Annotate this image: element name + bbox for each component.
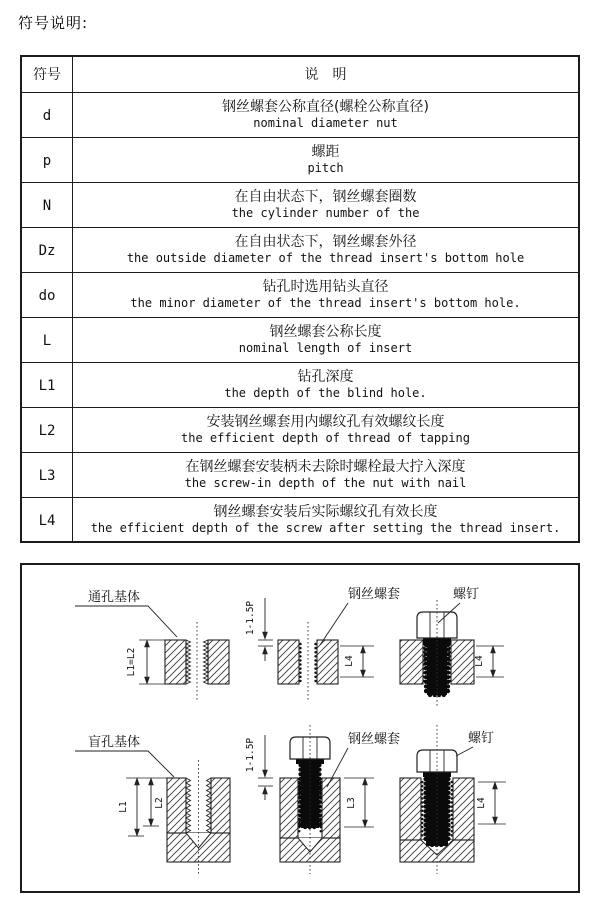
description-zh: 钻孔深度 (297, 369, 354, 385)
dim-label-pitch-bottom: 1-1.5P (245, 737, 256, 773)
dim-label-pitch-top: 1-1.5P (245, 600, 256, 636)
symbol-cell: do (38, 288, 56, 304)
description-zh: 在自由状态下，钢丝螺套外径 (234, 234, 417, 250)
description-en: the screw-in depth of the nut with nail (184, 476, 467, 490)
figure-panel (20, 563, 580, 893)
description-en: pitch (307, 161, 344, 175)
description-cell (73, 227, 580, 272)
blind-hole-screw-installed-diagram (400, 725, 506, 874)
description-cell (73, 407, 580, 452)
dim-label-l1: L1 (118, 801, 129, 813)
table-row (21, 92, 579, 137)
table-row (21, 317, 579, 362)
table-header-row (21, 56, 579, 92)
symbol-cell: p (42, 153, 52, 169)
installation-diagram (22, 565, 578, 891)
dim-label-l3: L3 (346, 797, 357, 809)
label-blind-hole-base: 盲孔基体 (88, 735, 141, 750)
description-en: the efficient depth of the screw after setting the thread insert. (90, 520, 561, 535)
label-screw-bottom: 螺钉 (467, 731, 495, 746)
table-row (21, 362, 579, 407)
header-description: 说 明 (304, 67, 347, 84)
dim-label-l2: L2 (154, 797, 165, 809)
blind-hole-screw-with-tang-diagram (245, 725, 374, 874)
blind-hole-tapped-diagram (118, 760, 230, 874)
symbol-cell: L3 (38, 468, 56, 484)
table-row (21, 452, 579, 497)
through-hole-tapped-diagram (126, 622, 229, 700)
dim-label-l4-mid: L4 (344, 655, 355, 667)
description-zh: 安装钢丝螺套用内螺纹孔有效螺纹长度 (206, 414, 445, 430)
symbol-cell: N (42, 198, 52, 214)
description-en: the efficient depth of thread of tapping (181, 431, 470, 445)
table-row (21, 227, 579, 272)
description-en: the outside diameter of the thread insert's bottom hole (126, 251, 525, 265)
description-en: the depth of the blind hole. (224, 386, 427, 400)
table-row (21, 137, 579, 182)
label-wire-thread-insert-bottom: 钢丝螺套 (347, 732, 401, 747)
table-row (21, 182, 579, 227)
symbol-cell: Dz (38, 243, 56, 259)
description-cell (73, 137, 580, 182)
symbol-cell: d (42, 108, 52, 124)
header-symbol: 符号 (33, 67, 61, 84)
description-cell (73, 362, 580, 407)
label-wire-thread-insert-top: 钢丝螺套 (347, 587, 401, 602)
description-cell (73, 497, 580, 542)
description-en: nominal diameter nut (253, 116, 398, 130)
symbol-cell: L1 (38, 378, 56, 394)
description-cell (73, 182, 580, 227)
table-row (21, 407, 579, 452)
symbol-cell: L4 (38, 512, 56, 529)
through-hole-insert-installed-diagram (245, 598, 374, 700)
label-screw-top: 螺钉 (452, 587, 480, 602)
description-zh: 在钢丝螺套安装柄未去除时螺栓最大拧入深度 (185, 459, 466, 475)
table-row (21, 497, 579, 542)
description-zh: 钢丝螺套公称长度 (269, 324, 382, 340)
dim-label-l4-bottom: L4 (476, 797, 487, 809)
description-zh: 钢丝螺套公称直径(螺栓公称直径) (222, 99, 429, 115)
description-en: the minor diameter of the thread insert's bottom hole. (130, 296, 521, 310)
description-en: nominal length of insert (238, 341, 413, 355)
description-cell (73, 92, 580, 137)
description-zh: 钻孔时选用钻头直径 (262, 279, 389, 295)
hex-head (290, 737, 330, 759)
description-zh: 螺距 (311, 144, 340, 160)
description-cell (73, 272, 580, 317)
description-zh: 在自由状态下，钢丝螺套圈数 (234, 189, 417, 205)
dim-label-l1-eq-l2: L1=L2 (126, 647, 137, 677)
description-cell (73, 317, 580, 362)
symbol-cell: L (42, 333, 52, 349)
symbol-table (20, 55, 580, 543)
page-title: 符号说明: (18, 14, 89, 32)
table-row (21, 272, 579, 317)
description-en: the cylinder number of the (231, 206, 420, 220)
dim-label-l4-right: L4 (474, 655, 485, 667)
description-zh: 钢丝螺套安装后实际螺纹孔有效长度 (213, 503, 438, 520)
label-through-hole-base: 通孔基体 (88, 590, 141, 605)
description-cell (73, 452, 580, 497)
symbol-cell: L2 (38, 423, 56, 439)
through-hole-screw-installed-diagram (400, 600, 504, 708)
